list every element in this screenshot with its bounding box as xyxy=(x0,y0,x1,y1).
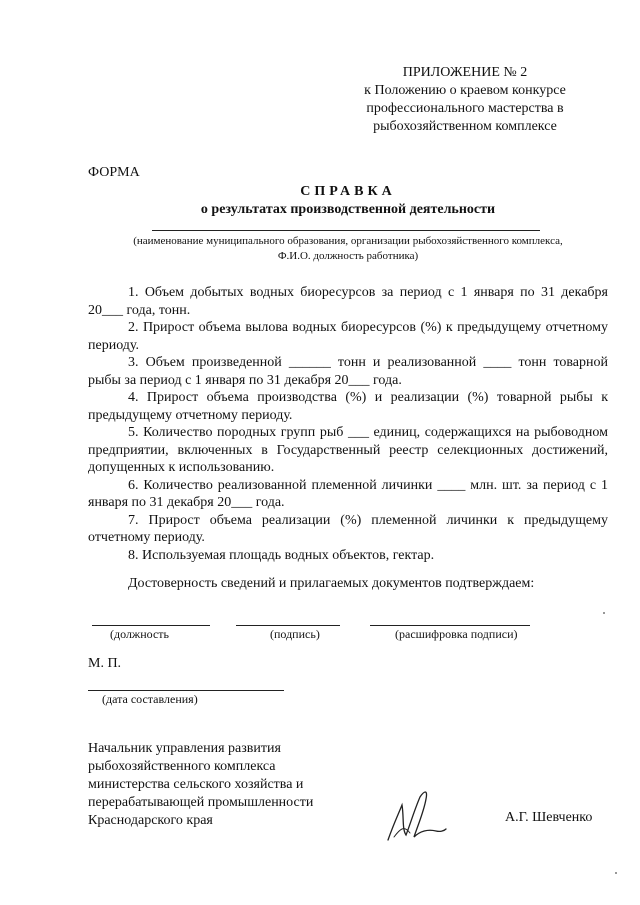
position-line xyxy=(92,625,210,626)
scan-speck xyxy=(603,612,605,614)
report-item: 5. Количество породных групп рыб ___ единиц, содержащихся на рыбоводном предприятии, включенных в Государственный реестр селекционных достижений, допущенных к использованию. xyxy=(88,425,608,475)
decoding-line xyxy=(370,625,530,626)
appendix-line: к Положению о краевом конкурсе xyxy=(364,83,566,98)
scan-speck xyxy=(615,872,617,874)
position-label: (должность xyxy=(110,627,169,641)
report-item: 7. Прирост объема реализации (%) племенной личинки к предыдущему отчетному периоду. xyxy=(88,512,608,545)
appendix-header xyxy=(340,64,590,136)
signature-label: (подпись) xyxy=(270,627,320,641)
decoding-label: (расшифровка подписи) xyxy=(395,627,518,641)
document-subtitle: о результатах производственной деятельности xyxy=(200,202,496,217)
name-hint xyxy=(88,234,608,264)
report-item: 6. Количество реализованной племенной личинки ____ млн. шт. за период с 1 января по 31 декабря 20___ года. xyxy=(88,477,608,510)
appendix-line: рыбохозяйственном комплексе xyxy=(373,119,557,134)
report-item: 3. Объем произведенной ______ тонн и реализованной ____ тонн товарной рыбы за период с 1 января по 31 декабря 20___ года. xyxy=(88,355,608,388)
appendix-line: профессионального мастерства в xyxy=(366,101,564,116)
head-line: министерства сельского хозяйства и xyxy=(88,777,304,792)
report-item: 8. Используемая площадь водных объектов, гектар. xyxy=(128,547,435,563)
report-item: 1. Объем добытых водных биоресурсов за период с 1 января по 31 декабря 20___ года, тонн. xyxy=(88,285,608,318)
handwritten-signature xyxy=(380,785,450,845)
report-items xyxy=(88,284,608,564)
head-line: Начальник управления развития xyxy=(88,741,281,756)
head-line: Краснодарского края xyxy=(88,813,213,828)
date-label: (дата составления) xyxy=(102,692,198,706)
form-label: ФОРМА xyxy=(88,165,140,180)
name-hint-line: Ф.И.О. должность работника) xyxy=(277,250,419,262)
name-hint-line: (наименование муниципального образования, организации рыбохозяйственного комплекса, xyxy=(133,235,563,247)
confirmation-text: Достоверность сведений и прилагаемых документов подтверждаем: xyxy=(128,576,535,591)
head-name: А.Г. Шевченко xyxy=(505,810,593,825)
head-line: рыбохозяйственного комплекса xyxy=(88,759,276,774)
head-line: перерабатывающей промышленности xyxy=(88,795,314,810)
report-item: 2. Прирост объема вылова водных биоресурсов (%) к предыдущему отчетному периоду. xyxy=(88,320,608,353)
document-title: СПРАВКА xyxy=(300,184,396,199)
report-item: 4. Прирост объема производства (%) и реализации (%) товарной рыбы к предыдущему отчетному периоду. xyxy=(88,390,608,423)
head-position xyxy=(88,740,348,830)
date-line xyxy=(88,690,284,691)
appendix-number: ПРИЛОЖЕНИЕ № 2 xyxy=(402,65,528,80)
signature-line xyxy=(236,625,340,626)
stamp-place: М. П. xyxy=(88,656,122,671)
name-fill-line xyxy=(152,230,540,231)
